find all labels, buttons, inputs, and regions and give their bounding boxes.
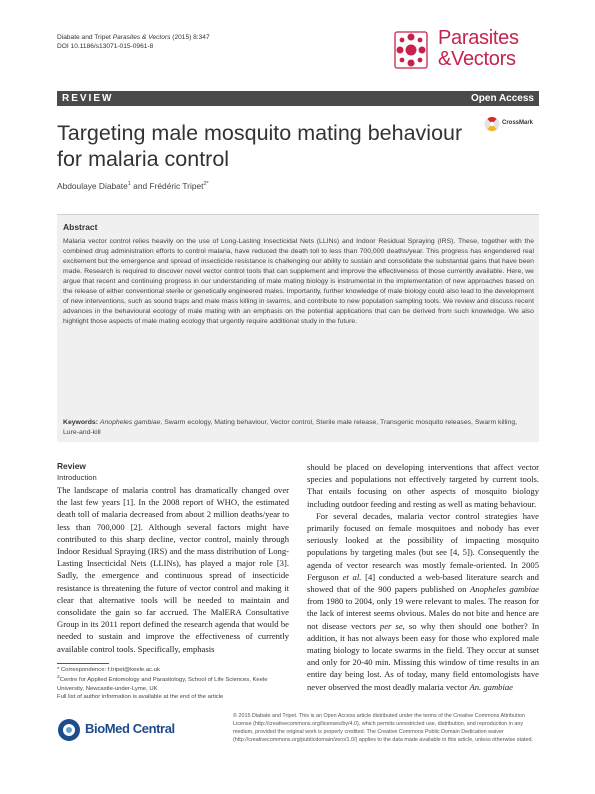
abstract-text: Malaria vector control relies heavily on the use of Long-Lasting Insecticidal Nets (LLINs) and Indoor Residual Spraying (IRS). These, together with the combined drug administration efforts to control malaria, have reduced the death toll to less than 700,000 deaths/year. This progress has engendered real excitement but the emergence and spread of insecticide resistance is challenging our ability to sustain and consolidate the substantial gains that have been made. Research is required to discover novel vector control tools that can supplement and improve the effectiveness of those currently available. Here, we argue that recent and continuing progress in our understanding of male mating biology is instrumental in the implementation of new approaches based on the release of either conventional sterile or genetically engineered males. Importantly, further knowledge of male biology could also lead to the development of new interventions, such as sound traps and male mass killing in swarms, and contribute to new population sampling tools. We review and discuss recent advances in the behavioural ecology of male mating with an emphasis on the potential applications that can be derived from such knowledge. We also highlight those aspects of male mating ecology that urgently require additional study in the future. (63, 238, 534, 325)
affiliation-note: $^2$Centre for Applied Entomology and Parasitology, School of Life Sciences, Keele University, Newcastle-under-Lyme, UK (57, 675, 268, 692)
doi-line: DOI 10.1186/s13071-015-0961-8 (57, 43, 154, 50)
article-type-banner (57, 91, 539, 106)
correspondence-note: * Correspondence: f.tripet@keele.ac.uk (57, 667, 160, 673)
keywords: Keywords: Anopheles gambiae, Swarm ecology, Mating behaviour, Vector control, Sterile male release, Transgenic mosquito releases, Swarm killing, Lure-and-kill (63, 419, 518, 436)
author-info-note: Full list of author information is available at the end of the article (57, 693, 224, 700)
biomed-central-logo-icon (57, 718, 81, 742)
license-text: © 2015 Diabate and Tripet. This is an Open Access article distributed under the terms of the Creative Commons Attribution License (http://creativecommons.org/licenses/by/4.0), which permits unrestricted use, distribution, and reproduction in any medium, provided the original work is properly credited. The Creative Commons Public Domain Dedication waiver (http://creativecommons.org/publicdomain/zero/1.0/) applies to the data made available in this article, unless otherwise stated. (233, 713, 533, 743)
body-column-left (57, 461, 289, 655)
open-access-label: Open Access (471, 93, 534, 104)
section-heading: Review (57, 461, 86, 471)
author-name: Abdoulaye Diabate (57, 181, 128, 191)
parasites-vectors-logo-icon (392, 29, 430, 71)
citation-meta (57, 33, 210, 51)
citation-line: Diabate and Tripet Parasites & Vectors (2015) 8:347 (57, 34, 210, 41)
body-column-right (307, 461, 539, 693)
footnote-divider (57, 663, 109, 664)
abstract-box (57, 214, 539, 442)
article-title: Targeting male mosquito mating behaviour for malaria control (57, 121, 463, 171)
footnotes (57, 666, 292, 701)
abstract-heading: Abstract (63, 222, 98, 232)
paragraph: For several decades, malaria vector control strategies have primarily focused on female mosquitoes and nobody has ever seriously looked at the possibility of impacting mosquito populations by targeting males (but see [4, 5]). Consequently the agenda of vector research was mostly female-oriented. In 2005 Ferguson et al. [4] conducted a web-based literature search and showed that of the 900 papers published on Anopheles gambiae from 1980 to 2004, only 19 were relevant to males. The reason for the lack of interest seems obvious. Males do not bite and hence are not disease vectors per se, so why then should one bother? In addition, it has not always been easy for those who explored male mating biology to locate swarms in the field. They occur at sunset and only for 20-40 min. Missing this window of time results in an entire day being lost. As of today, many field entomologists have never observed the most deadly malaria vector An. gambiae (307, 510, 539, 692)
subsection-heading: Introduction (57, 473, 97, 482)
crossmark-label: CrossMark (502, 120, 534, 126)
journal-name: Parasites &Vectors (438, 27, 519, 70)
journal-logo (392, 27, 542, 77)
crossmark-icon (484, 115, 500, 133)
publisher-logo (57, 718, 177, 742)
paragraph: should be placed on developing interventions that affect vector species and populations not effectively targeted by current tools. That entails focusing on other aspects of mosquito biology including outdoor feeding and resting as well as mating behaviour. (307, 462, 539, 509)
paragraph: The landscape of malaria control has dramatically changed over the last few years [1]. In the 2008 report of WHO, the estimated death toll of malaria decreased from about 2 million deaths/year to less than 700,000 [2]. Although several factors might have contributed to this sharp decline, vector control, mainly through Indoor Residual Spraying (IRS) and the mass distribution of Long-Lasting Insecticidal Nets (LLINs), has played a major role [3]. Sadly, the emergence and continuous spread of insecticide resistance is threatening the future of vector control and making it clear that alternative tools will be needed to maintain and consolidate the gain so far accrued. The MalERA Consultative Group in its 2011 report defined the research agenda that would be needed to sustain and improve the effectiveness of currently available control tools. Specifically, emphasis (57, 485, 289, 654)
crossmark-badge[interactable] (484, 115, 544, 133)
author-list: Abdoulaye Diabate$^1$ and Frédéric Tripet$^{2*}$ (57, 181, 209, 191)
author-name: Frédéric Tripet (149, 181, 204, 191)
publisher-name: BioMed Central (85, 721, 175, 736)
article-type-label: REVIEW (62, 93, 114, 104)
